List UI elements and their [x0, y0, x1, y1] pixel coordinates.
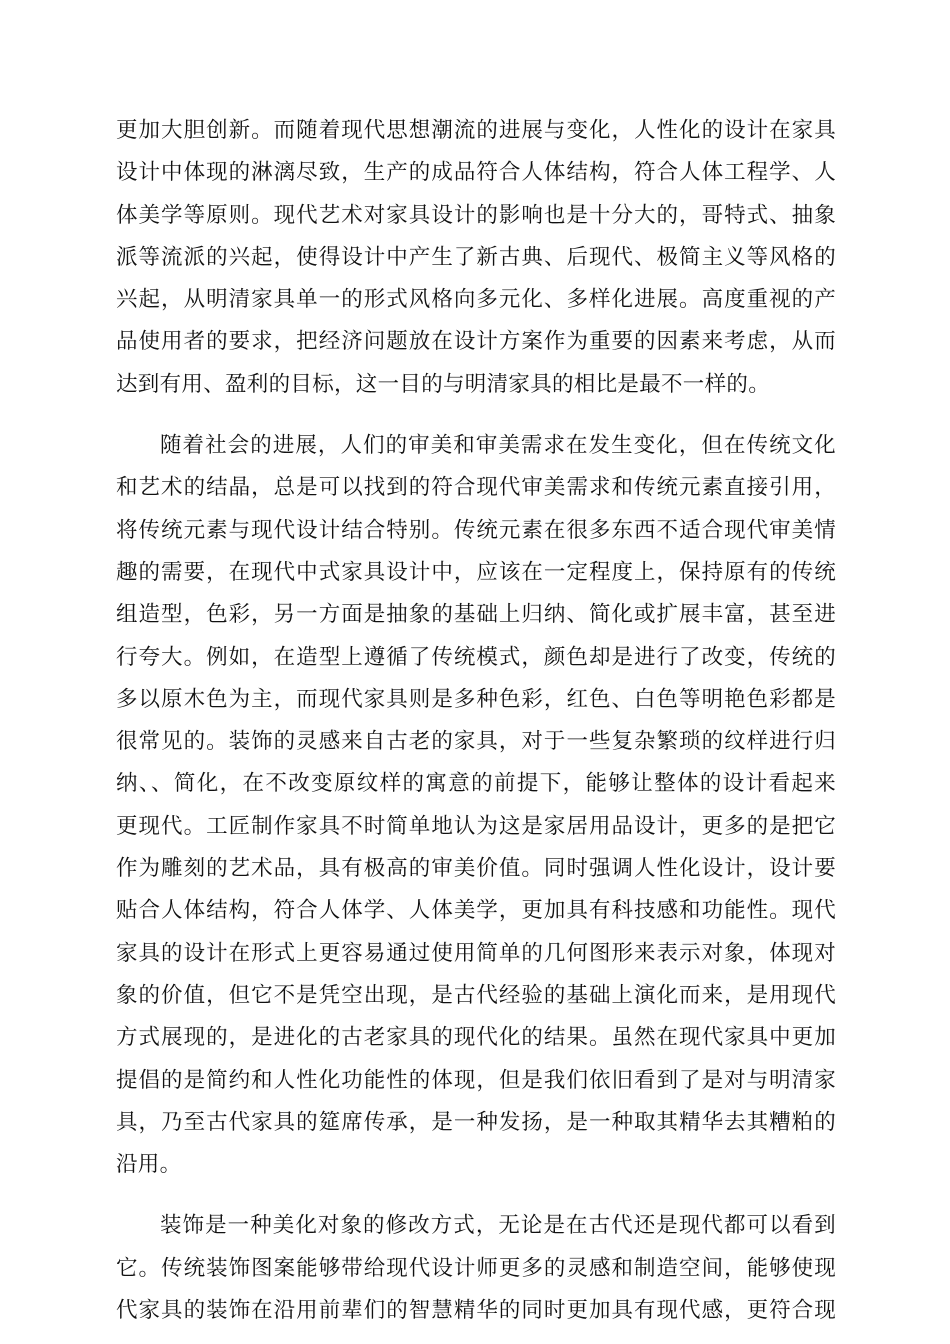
text-line: 趣的需要，在现代中式家具设计中，应该在一定程度上，保持原有的传统 — [116, 559, 836, 585]
text-line: 提倡的是简约和人性化功能性的体现，但是我们依旧看到了是对与明清家 — [116, 1067, 836, 1093]
text-line: 随着社会的进展，人们的审美和审美需求在发生变化，但在传统文化 — [160, 433, 836, 459]
text-line: 设计中体现的淋漓尽致，生产的成品符合人体结构，符合人体工程学、人 — [116, 160, 836, 186]
text-line: 装饰是一种美化对象的修改方式，无论是在古代还是现代都可以看到 — [160, 1213, 836, 1239]
text-line: 将传统元素与现代设计结合特别。传统元素在很多东西不适合现代审美情 — [116, 517, 836, 543]
text-line: 和艺术的结晶，总是可以找到的符合现代审美需求和传统元素直接引用， — [116, 475, 836, 501]
text-line: 更加大胆创新。而随着现代思想潮流的进展与变化，人性化的设计在家具 — [116, 118, 836, 143]
text-line: 达到有用、盈利的目标，这一目的与明清家具的相比是最不一样的。 — [116, 371, 771, 397]
text-line: 很常见的。装饰的灵感来自古老的家具，对于一些复杂繁琐的纹样进行归 — [116, 729, 836, 755]
text-line: 沿用。 — [116, 1152, 182, 1178]
text-line: 它。传统装饰图案能够带给现代设计师更多的灵感和制造空间，能够使现 — [116, 1255, 836, 1281]
text-line: 方式展现的，是进化的古老家具的现代化的结果。虽然在现代家具中更加 — [116, 1025, 836, 1051]
text-line: 多以原木色为主，而现代家具则是多种色彩，红色、白色等明艳色彩都是 — [116, 686, 836, 712]
text-line: 更现代。工匠制作家具不时简单地认为这是家居用品设计，更多的是把它 — [116, 813, 836, 839]
text-line: 体美学等原则。现代艺术对家具设计的影响也是十分大的，哥特式、抽象 — [116, 202, 836, 228]
text-line: 作为雕刻的艺术品，具有极高的审美价值。同时强调人性化设计，设计要 — [116, 856, 836, 882]
text-line: 组造型，色彩，另一方面是抽象的基础上归纳、简化或扩展丰富，甚至进 — [116, 602, 836, 628]
text-line: 家具的设计在形式上更容易通过使用简单的几何图形来表示对象，体现对 — [116, 940, 836, 966]
text-line: 象的价值，但它不是凭空出现，是古代经验的基础上演化而来，是用现代 — [116, 982, 836, 1008]
text-line: 派等流派的兴起，使得设计中产生了新古典、后现代、极简主义等风格的 — [116, 244, 836, 270]
text-line: 兴起，从明清家具单一的形式风格向多元化、多样化进展。高度重视的产 — [116, 287, 836, 313]
text-line: 具，乃至古代家具的筵席传承，是一种发扬，是一种取其精华去其糟粕的 — [116, 1109, 836, 1135]
text-line: 贴合人体结构，符合人体学、人体美学，更加具有科技感和功能性。现代 — [116, 898, 836, 924]
text-line: 品使用者的要求，把经济问题放在设计方案作为重要的因素来考虑，从而 — [116, 329, 836, 355]
paragraph-1 — [116, 110, 836, 406]
text-line: 纳、、简化，在不改变原纹样的寓意的前提下，能够让整体的设计看起来 — [116, 771, 836, 797]
body-text — [116, 110, 836, 1332]
text-line: 代家具的装饰在沿用前辈们的智慧精华的同时更加具有现代感，更符合现 — [116, 1298, 836, 1324]
paragraph-3 — [116, 1205, 836, 1332]
text-line: 行夸大。例如，在造型上遵循了传统模式，颜色却是进行了改变，传统的 — [116, 644, 836, 670]
paragraph-2 — [116, 425, 836, 1186]
